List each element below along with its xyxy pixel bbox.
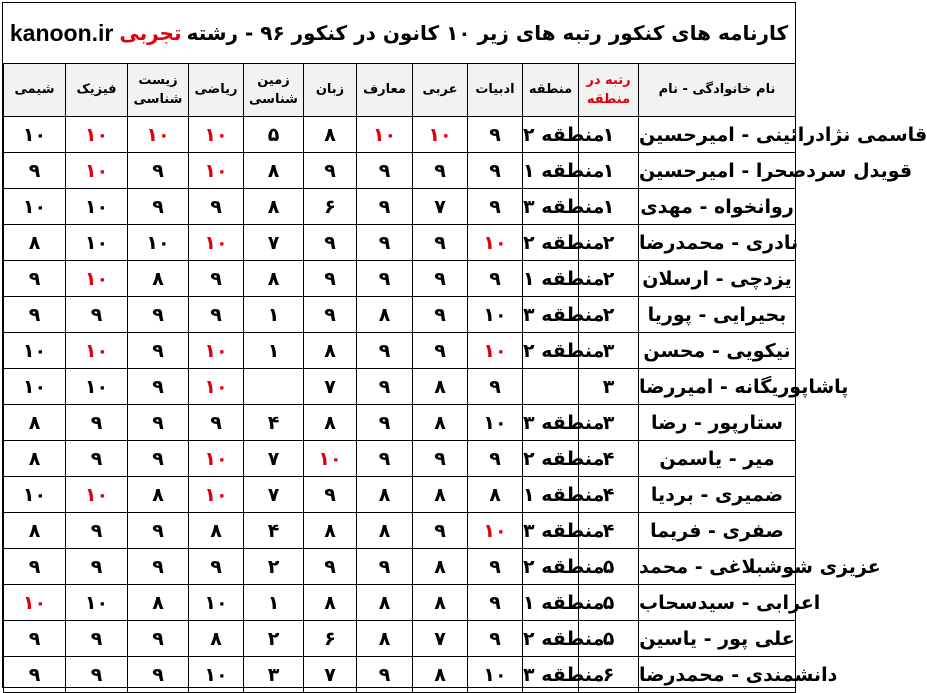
score-literature: ۹ [468,585,523,621]
score-arabic: ۸ [413,405,468,441]
student-name: اعرابی - سیدسحاب [639,585,796,621]
score-arabic: ۹ [413,297,468,333]
score-literature: ۹ [468,621,523,657]
score-geology: ۵ [244,117,304,153]
region-cell: منطقه ۳ [523,189,579,225]
score-chemistry: ۹ [4,261,66,297]
score-math: ۱۰ [189,225,244,261]
region-cell: منطقه ۱ [523,261,579,297]
score-language: ۱۰ [304,441,357,477]
table-row [4,225,796,261]
score-religion: ۹ [357,189,413,225]
score-geology: ۳ [244,657,304,693]
score-religion: ۹ [357,405,413,441]
score-physics: ۱۰ [66,585,128,621]
col-header-chemistry: شیمی [4,64,66,117]
score-language: ۹ [304,549,357,585]
col-header-math: ریاضی [189,64,244,117]
region-cell: منطقه ۳ [523,513,579,549]
score-arabic: ۹ [413,153,468,189]
score-arabic: ۱۰ [413,117,468,153]
col-header-religion: معارف [357,64,413,117]
score-literature: ۹ [468,153,523,189]
col-header-literature: ادبیات [468,64,523,117]
score-language: ۸ [304,513,357,549]
student-name: ستارپور - رضا [639,405,796,441]
score-geology: ۱ [244,297,304,333]
score-math: ۸ [189,621,244,657]
score-chemistry: ۱۰ [4,585,66,621]
score-physics: ۹ [66,405,128,441]
table-row [4,369,796,405]
score-religion: ۸ [357,513,413,549]
score-religion: ۹ [357,333,413,369]
rank-cell: ۳ [579,369,639,405]
student-name: عزیزی شوشبلاغی - محمد [639,549,796,585]
score-math: ۱۰ [189,441,244,477]
score-literature: ۹ [468,261,523,297]
score-arabic: ۹ [413,225,468,261]
score-religion: ۸ [357,585,413,621]
score-religion: ۹ [357,549,413,585]
rank-cell: ۴ [579,441,639,477]
score-language: ۸ [304,405,357,441]
score-chemistry: ۹ [4,549,66,585]
score-literature: ۱۰ [468,225,523,261]
score-arabic: ۸ [413,369,468,405]
score-biology: ۹ [128,297,189,333]
table-row [4,261,796,297]
score-physics: ۱۰ [66,225,128,261]
table-row [4,297,796,333]
score-literature: ۹ [468,369,523,405]
score-geology: ۱ [244,333,304,369]
score-religion: ۸ [357,297,413,333]
score-chemistry: ۸ [4,441,66,477]
score-geology: ۴ [244,405,304,441]
score-physics: ۱۰ [66,333,128,369]
score-math: ۹ [189,189,244,225]
student-name: قاسمی نژادرائینی - امیرحسین [639,117,796,153]
score-biology: ۹ [128,441,189,477]
score-religion: ۹ [357,261,413,297]
score-geology: ۸ [244,189,304,225]
col-header-arabic: عربی [413,64,468,117]
score-biology: ۹ [128,189,189,225]
score-physics: ۹ [66,297,128,333]
score-literature: ۹ [468,549,523,585]
table-row [4,189,796,225]
score-chemistry: ۱۰ [4,189,66,225]
score-religion: ۱۰ [357,117,413,153]
rank-cell: ۱ [579,117,639,153]
rank-cell: ۲ [579,225,639,261]
rank-cell: ۴ [579,513,639,549]
table-row [4,549,796,585]
score-geology: ۷ [244,441,304,477]
score-religion: ۹ [357,441,413,477]
student-name: دانشمندی - محمدرضا [639,657,796,693]
region-cell: منطقه ۲ [523,225,579,261]
score-geology [244,369,304,405]
score-language: ۶ [304,621,357,657]
score-language: ۹ [304,297,357,333]
table-row [4,585,796,621]
title-main: کارنامه های کنکور رتبه های زیر ۱۰ کانون در کنکور ۹۶ - رشته [186,21,789,45]
region-cell: منطقه ۱ [523,153,579,189]
score-language: ۶ [304,189,357,225]
score-literature: ۱۰ [468,657,523,693]
score-language: ۷ [304,657,357,693]
score-math: ۸ [189,513,244,549]
score-literature: ۹ [468,117,523,153]
region-cell: منطقه ۱ [523,477,579,513]
score-physics: ۹ [66,657,128,693]
region-cell: منطقه ۳ [523,657,579,693]
rank-cell: ۵ [579,549,639,585]
table-row [4,117,796,153]
score-religion: ۹ [357,153,413,189]
score-language: ۸ [304,117,357,153]
score-biology: ۹ [128,333,189,369]
score-biology: ۹ [128,369,189,405]
table-row [4,333,796,369]
score-math: ۱۰ [189,153,244,189]
score-biology: ۹ [128,657,189,693]
score-language: ۸ [304,585,357,621]
table-body [4,117,927,693]
rank-cell: ۶ [579,657,639,693]
student-name: صفری - فریما [639,513,796,549]
score-arabic: ۷ [413,189,468,225]
student-name: پاشاپوریگانه - امیررضا [639,369,796,405]
score-religion: ۸ [357,621,413,657]
score-physics: ۹ [66,513,128,549]
score-math: ۹ [189,297,244,333]
rank-cell: ۵ [579,585,639,621]
student-name: نیکویی - محسن [639,333,796,369]
score-chemistry: ۸ [4,405,66,441]
rank-cell: ۲ [579,261,639,297]
score-biology: ۱۰ [128,117,189,153]
score-arabic: ۸ [413,657,468,693]
rank-cell: ۱ [579,189,639,225]
score-literature: ۱۰ [468,333,523,369]
score-physics: ۹ [66,441,128,477]
results-card [2,2,927,688]
col-header-name: نام خانوادگی - نام [639,64,796,117]
score-geology: ۸ [244,261,304,297]
score-chemistry: ۹ [4,657,66,693]
score-religion: ۹ [357,225,413,261]
region-cell: منطقه ۲ [523,117,579,153]
score-physics: ۱۰ [66,261,128,297]
score-arabic: ۷ [413,621,468,657]
col-header-physics: فیزیک [66,64,128,117]
table-row [4,153,796,189]
score-physics: ۹ [66,549,128,585]
score-language: ۸ [304,333,357,369]
score-physics: ۱۰ [66,477,128,513]
score-arabic: ۸ [413,549,468,585]
score-biology: ۱۰ [128,225,189,261]
region-cell: منطقه ۲ [523,621,579,657]
student-name: علی پور - یاسین [639,621,796,657]
col-header-language: زبان [304,64,357,117]
score-language: ۹ [304,261,357,297]
score-math: ۹ [189,549,244,585]
student-name: ضمیری - بردیا [639,477,796,513]
rank-cell: ۳ [579,405,639,441]
score-geology: ۱ [244,585,304,621]
score-language: ۹ [304,153,357,189]
score-physics: ۱۰ [66,153,128,189]
score-chemistry: ۱۰ [4,369,66,405]
score-chemistry: ۱۰ [4,333,66,369]
score-literature: ۱۰ [468,513,523,549]
score-physics: ۹ [66,621,128,657]
score-biology: ۹ [128,621,189,657]
region-cell [523,369,579,405]
score-literature: ۸ [468,477,523,513]
score-chemistry: ۹ [4,297,66,333]
rank-cell: ۱ [579,153,639,189]
score-biology: ۹ [128,153,189,189]
score-physics: ۱۰ [66,369,128,405]
region-cell: منطقه ۲ [523,441,579,477]
score-math: ۱۰ [189,369,244,405]
results-table [3,63,927,693]
score-biology: ۸ [128,477,189,513]
score-geology: ۲ [244,549,304,585]
score-arabic: ۸ [413,585,468,621]
score-math: ۱۰ [189,117,244,153]
score-religion: ۹ [357,657,413,693]
rank-cell: ۲ [579,297,639,333]
score-math: ۱۰ [189,657,244,693]
score-chemistry: ۱۰ [4,117,66,153]
rank-cell: ۳ [579,333,639,369]
score-biology: ۸ [128,261,189,297]
student-name: یزدچی - ارسلان [639,261,796,297]
score-biology: ۸ [128,585,189,621]
region-cell: منطقه ۱ [523,585,579,621]
region-cell: منطقه ۲ [523,333,579,369]
score-chemistry: ۱۰ [4,477,66,513]
student-name: میر - یاسمن [639,441,796,477]
score-arabic: ۹ [413,261,468,297]
score-literature: ۹ [468,441,523,477]
score-geology: ۴ [244,513,304,549]
table-row [4,657,796,693]
score-physics: ۱۰ [66,189,128,225]
region-cell: منطقه ۲ [523,549,579,585]
score-math: ۱۰ [189,477,244,513]
brand-name: kanoon.ir [9,19,114,46]
score-literature: ۱۰ [468,297,523,333]
title-field: تجربی [119,21,182,45]
score-physics: ۱۰ [66,117,128,153]
score-language: ۷ [304,369,357,405]
col-header-rank: رتبه در منطقه [579,64,639,117]
score-biology: ۹ [128,549,189,585]
score-arabic: ۹ [413,441,468,477]
student-name: بحیرایی - پوریا [639,297,796,333]
score-arabic: ۸ [413,477,468,513]
region-cell: منطقه ۳ [523,297,579,333]
score-geology: ۷ [244,477,304,513]
score-math: ۱۰ [189,585,244,621]
score-math: ۹ [189,261,244,297]
score-math: ۱۰ [189,333,244,369]
score-biology: ۹ [128,405,189,441]
col-header-biology: زیست شناسی [128,64,189,117]
header-row [4,64,796,117]
score-biology: ۹ [128,513,189,549]
score-literature: ۹ [468,189,523,225]
col-header-region: منطقه [523,64,579,117]
score-chemistry: ۸ [4,513,66,549]
table-row [4,441,796,477]
score-geology: ۸ [244,153,304,189]
score-language: ۹ [304,225,357,261]
rank-cell: ۵ [579,621,639,657]
region-cell: منطقه ۳ [523,405,579,441]
score-arabic: ۹ [413,513,468,549]
table-row [4,405,796,441]
score-math: ۹ [189,405,244,441]
student-name: روانخواه - مهدی [639,189,796,225]
score-geology: ۷ [244,225,304,261]
student-name: نادری - محمدرضا [639,225,796,261]
score-language: ۹ [304,477,357,513]
table-row [4,477,796,513]
score-geology: ۲ [244,621,304,657]
student-name: قویدل سردصحرا - امیرحسین [639,153,796,189]
score-literature: ۱۰ [468,405,523,441]
table-row [4,621,796,657]
table-row [4,513,796,549]
score-arabic: ۹ [413,333,468,369]
col-header-geology: زمین شناسی [244,64,304,117]
score-chemistry: ۸ [4,225,66,261]
score-religion: ۸ [357,477,413,513]
score-chemistry: ۹ [4,621,66,657]
rank-cell: ۴ [579,477,639,513]
score-chemistry: ۹ [4,153,66,189]
table-title [3,3,795,64]
score-religion: ۹ [357,369,413,405]
